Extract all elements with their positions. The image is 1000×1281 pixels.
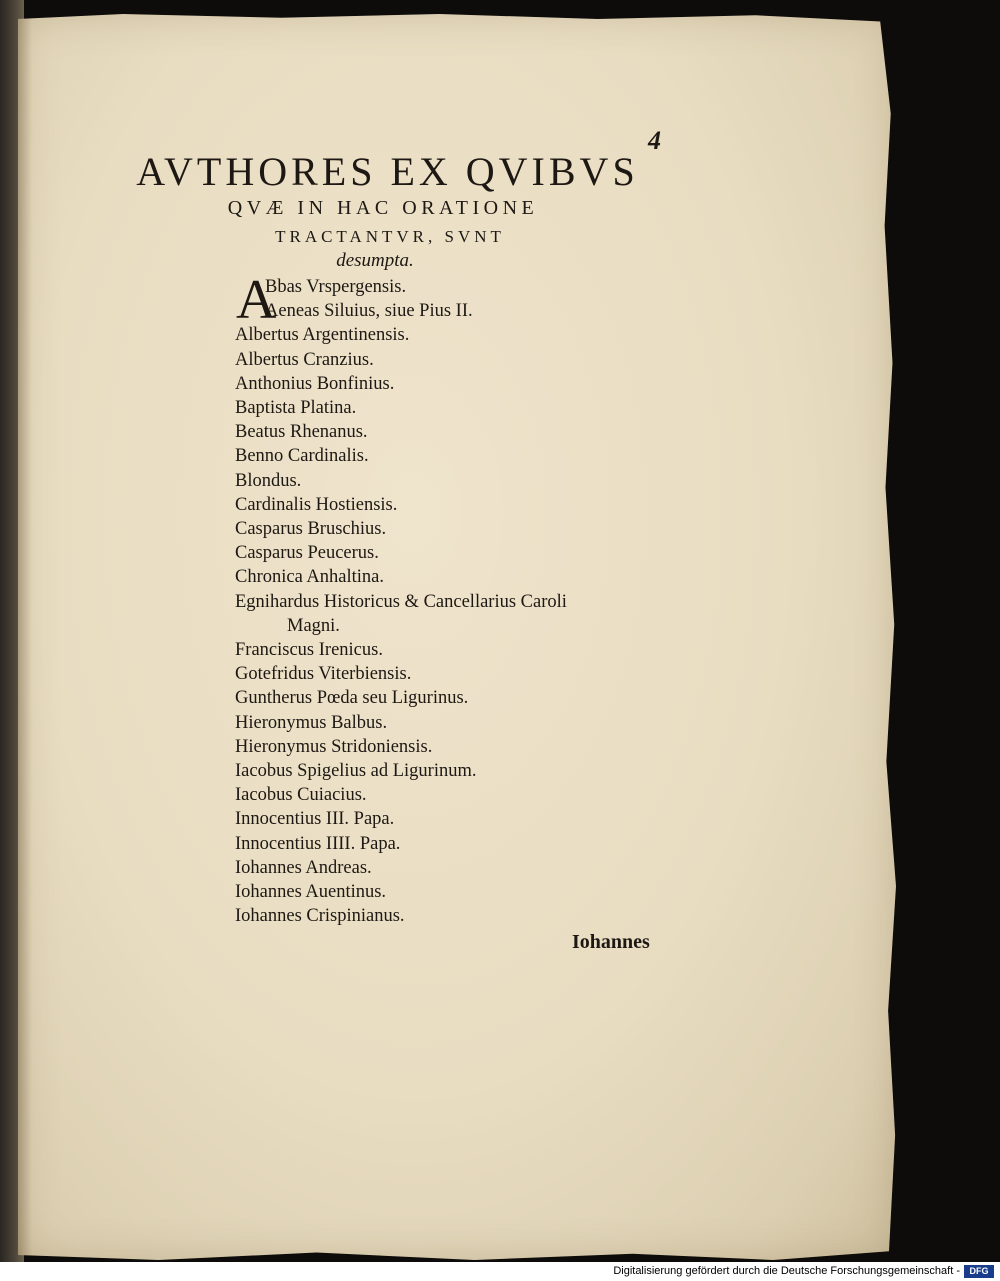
- author-item: Iacobus Spigelius ad Ligurinum.: [235, 761, 477, 782]
- author-item: Innocentius III. Papa.: [235, 809, 395, 830]
- author-item-continuation: [235, 614, 567, 638]
- author-item: Benno Cardinalis.: [235, 446, 369, 467]
- author-item: Blondus.: [235, 470, 302, 491]
- footer-bar: [0, 1262, 1000, 1281]
- author-item: Casparus Bruschius.: [235, 519, 387, 540]
- author-item: Bbas Vrspergensis.: [265, 277, 407, 297]
- title-line-1: AVTHORES EX QVIBVS: [136, 149, 639, 194]
- author-item: Gotefridus Viterbiensis.: [235, 664, 412, 685]
- author-item: Iohannes Andreas.: [235, 857, 372, 878]
- author-continuation-text: Magni.: [287, 615, 340, 636]
- author-item: Anthonius Bonfinius.: [235, 373, 395, 394]
- dfg-logo: DFG: [964, 1265, 994, 1278]
- author-item: Guntherus Pœda seu Ligurinus.: [235, 688, 469, 709]
- page-number: 4: [648, 126, 661, 155]
- title-line-4: desumpta.: [336, 250, 414, 271]
- author-item: Egnihardus Historicus & Cancellarius Caroli: [235, 591, 567, 612]
- page-fold-shadow: [18, 14, 32, 1260]
- author-item: Albertus Cranzius.: [235, 349, 374, 370]
- author-list: [235, 275, 567, 928]
- author-item: Casparus Peucerus.: [235, 543, 379, 564]
- author-item: Chronica Anhaltina.: [235, 567, 384, 588]
- author-item: Albertus Argentinensis.: [235, 325, 410, 346]
- title-line-3: TRACTANTVR, SVNT: [275, 227, 505, 246]
- footer-credit: Digitalisierung gefördert durch die Deutsche Forschungsgemeinschaft -: [613, 1265, 960, 1277]
- author-item: Iacobus Cuiacius.: [235, 785, 367, 806]
- author-item: Baptista Platina.: [235, 398, 357, 419]
- author-item: Iohannes Crispinianus.: [235, 906, 405, 927]
- author-item: Franciscus Irenicus.: [235, 640, 383, 661]
- author-item: Cardinalis Hostiensis.: [235, 494, 398, 515]
- author-item: Hieronymus Balbus.: [235, 712, 388, 733]
- author-item: Hieronymus Stridoniensis.: [235, 736, 433, 757]
- drop-cap: A: [236, 269, 277, 331]
- title-line-2: QVÆ IN HAC ORATIONE: [227, 197, 539, 219]
- author-item: Aeneas Siluius, siue Pius II.: [265, 301, 473, 322]
- catchword: Iohannes: [572, 931, 650, 953]
- author-item: Innocentius IIII. Papa.: [235, 833, 401, 854]
- author-item: Iohannes Auentinus.: [235, 882, 387, 903]
- author-item: Beatus Rhenanus.: [235, 422, 368, 443]
